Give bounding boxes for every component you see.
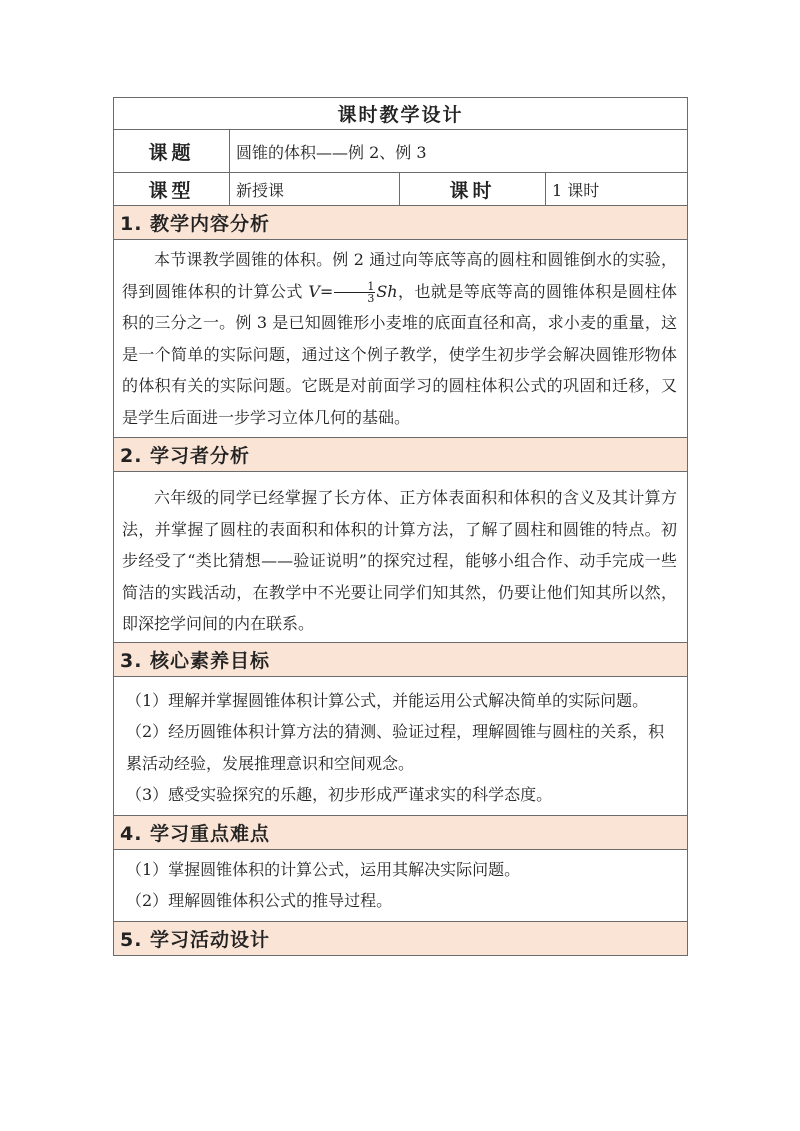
lesson-plan-sheet [113, 97, 687, 956]
section-2-heading: 2. 学习者分析 [114, 438, 688, 472]
fraction-numerator: 1 [334, 281, 375, 293]
key-point-item: （1）掌握圆锥体积的计算公式，运用其解决实际问题。 [126, 859, 521, 879]
key-point-item: （2）理解圆锥体积公式的推导过程。 [126, 891, 393, 910]
section-3-heading: 3. 核心素养目标 [114, 642, 688, 676]
formula-fraction [334, 281, 375, 304]
formula-rhs: Sh [376, 281, 398, 301]
section-4-heading: 4. 学习重点难点 [114, 815, 688, 849]
section-1-heading: 1. 教学内容分析 [114, 206, 688, 240]
section-3-body [114, 676, 688, 815]
section-1-body [114, 240, 688, 438]
goal-item: （3）感受实验探究的乐趣，初步形成严谨求实的科学态度。 [126, 785, 553, 804]
section-4-body [114, 849, 688, 921]
document-title: 课时教学设计 [114, 98, 688, 130]
formula-lhs: V= [308, 281, 334, 301]
goal-item: （1）理解并掌握圆锥体积计算公式，并能运用公式解决简单的实际问题。 [126, 690, 649, 710]
content-analysis-text-a: 本节课教学圆锥的体积。例 2 通过向等底等高的圆柱和圆锥倒水的实验，得到圆锥体积的计算公式 [122, 250, 678, 301]
fraction-denominator: 3 [367, 291, 375, 305]
lesson-type-label: 课型 [114, 173, 230, 206]
section-2-body [114, 472, 688, 643]
topic-value: 圆锥的体积——例 2、例 3 [230, 130, 688, 173]
learner-analysis-paragraph: 六年级的同学已经掌握了长方体、正方体表面积和体积的含义及其计算方法，并掌握了圆柱的表面积和体积的计算方法，了解了圆柱和圆锥的特点。初步经受了“类比猜想——验证说明”的探究过程，能够小组合作、动手完成一些简洁的实践活动，在教学中不光要让同学们知其然，仍要让他们知其所以然，即深挖学问间的内在联系。 [122, 488, 678, 633]
class-hours-label: 课时 [400, 173, 546, 206]
topic-label: 课题 [114, 130, 230, 173]
content-analysis-paragraph [122, 244, 677, 433]
goal-item: （2）经历圆锥体积计算方法的猜测、验证过程，理解圆锥与圆柱的关系，积累活动经验，发展推理意识和空间观念。 [126, 722, 665, 773]
lesson-type-value: 新授课 [230, 173, 400, 206]
class-hours-value: 1 课时 [546, 173, 688, 206]
lesson-plan-table [113, 97, 688, 956]
section-5-heading: 5. 学习活动设计 [114, 921, 688, 955]
content-analysis-text-b: ，也就是等底等高的圆锥体积是圆柱体积的三分之一。例 3 是已知圆锥形小麦堆的底面直径和高，求小麦的重量，这是一个简单的实际问题，通过这个例子教学，使学生初步学会解决圆锥形物体的体积有关的实际问题。它既是对前面学习的圆柱体积公式的巩固和迁移，又是学生后面进一步学习立体几何的基础。 [122, 281, 678, 427]
